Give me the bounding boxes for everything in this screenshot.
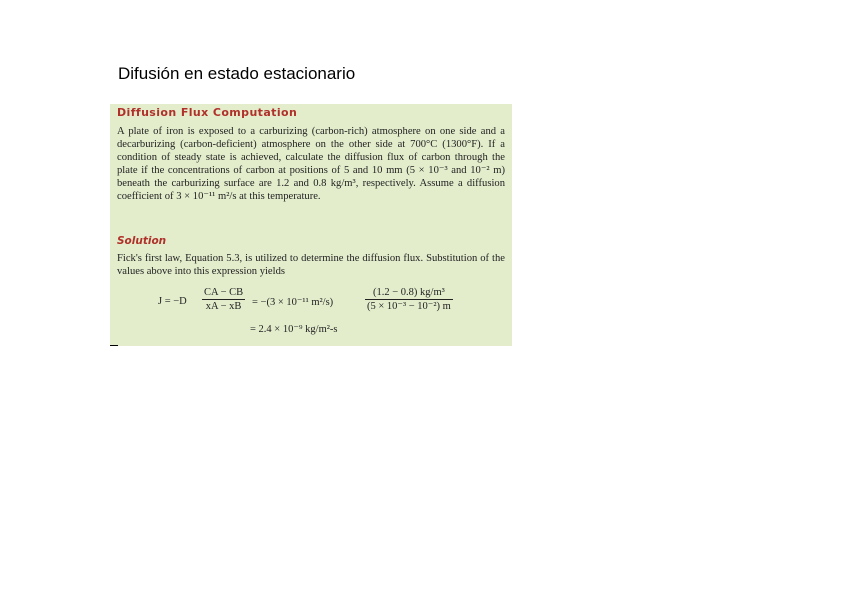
text-cursor bbox=[110, 345, 118, 346]
example-problem-box bbox=[110, 104, 512, 346]
problem-statement: A plate of iron is exposed to a carburizing (carbon-rich) atmosphere on one side and a decarburizing (carbon-deficient) atmosphere on the other side at 700°C (1300°F). If a condition of steady state is achieved, calculate the diffusion flux of carbon through the plate if the concentrations of carbon at positions of 5 and 10 mm (5 × 10⁻³ and 10⁻² m) beneath the carburizing surface are 1.2 and 0.8 kg/m³, respectively. Assume a diffusion coefficient of 3 × 10⁻¹¹ m²/s at this temperature. bbox=[117, 126, 505, 203]
equation-result: = 2.4 × 10⁻⁹ kg/m²-s bbox=[250, 324, 338, 335]
equation-middle: = −(3 × 10⁻¹¹ m²/s) bbox=[252, 297, 334, 308]
fraction-1-numerator: CA − CB bbox=[204, 287, 244, 298]
equation-fraction-2 bbox=[365, 287, 453, 313]
box-heading: Diffusion Flux Computation bbox=[117, 106, 298, 119]
solution-text: Fick's first law, Equation 5.3, is utilized to determine the diffusion flux. Substitution of the values above into this expression yields bbox=[117, 253, 505, 278]
solution-heading: Solution bbox=[117, 235, 167, 247]
fraction-2-denominator: (5 × 10⁻³ − 10⁻²) m bbox=[367, 301, 451, 312]
fraction-1-denominator: xA − xB bbox=[205, 301, 242, 312]
fraction-2-numerator: (1.2 − 0.8) kg/m³ bbox=[365, 287, 453, 300]
equation-fraction-1 bbox=[202, 287, 245, 313]
equation-lhs: J = −D bbox=[158, 296, 187, 307]
slide-title: Difusión en estado estacionario bbox=[118, 64, 356, 83]
